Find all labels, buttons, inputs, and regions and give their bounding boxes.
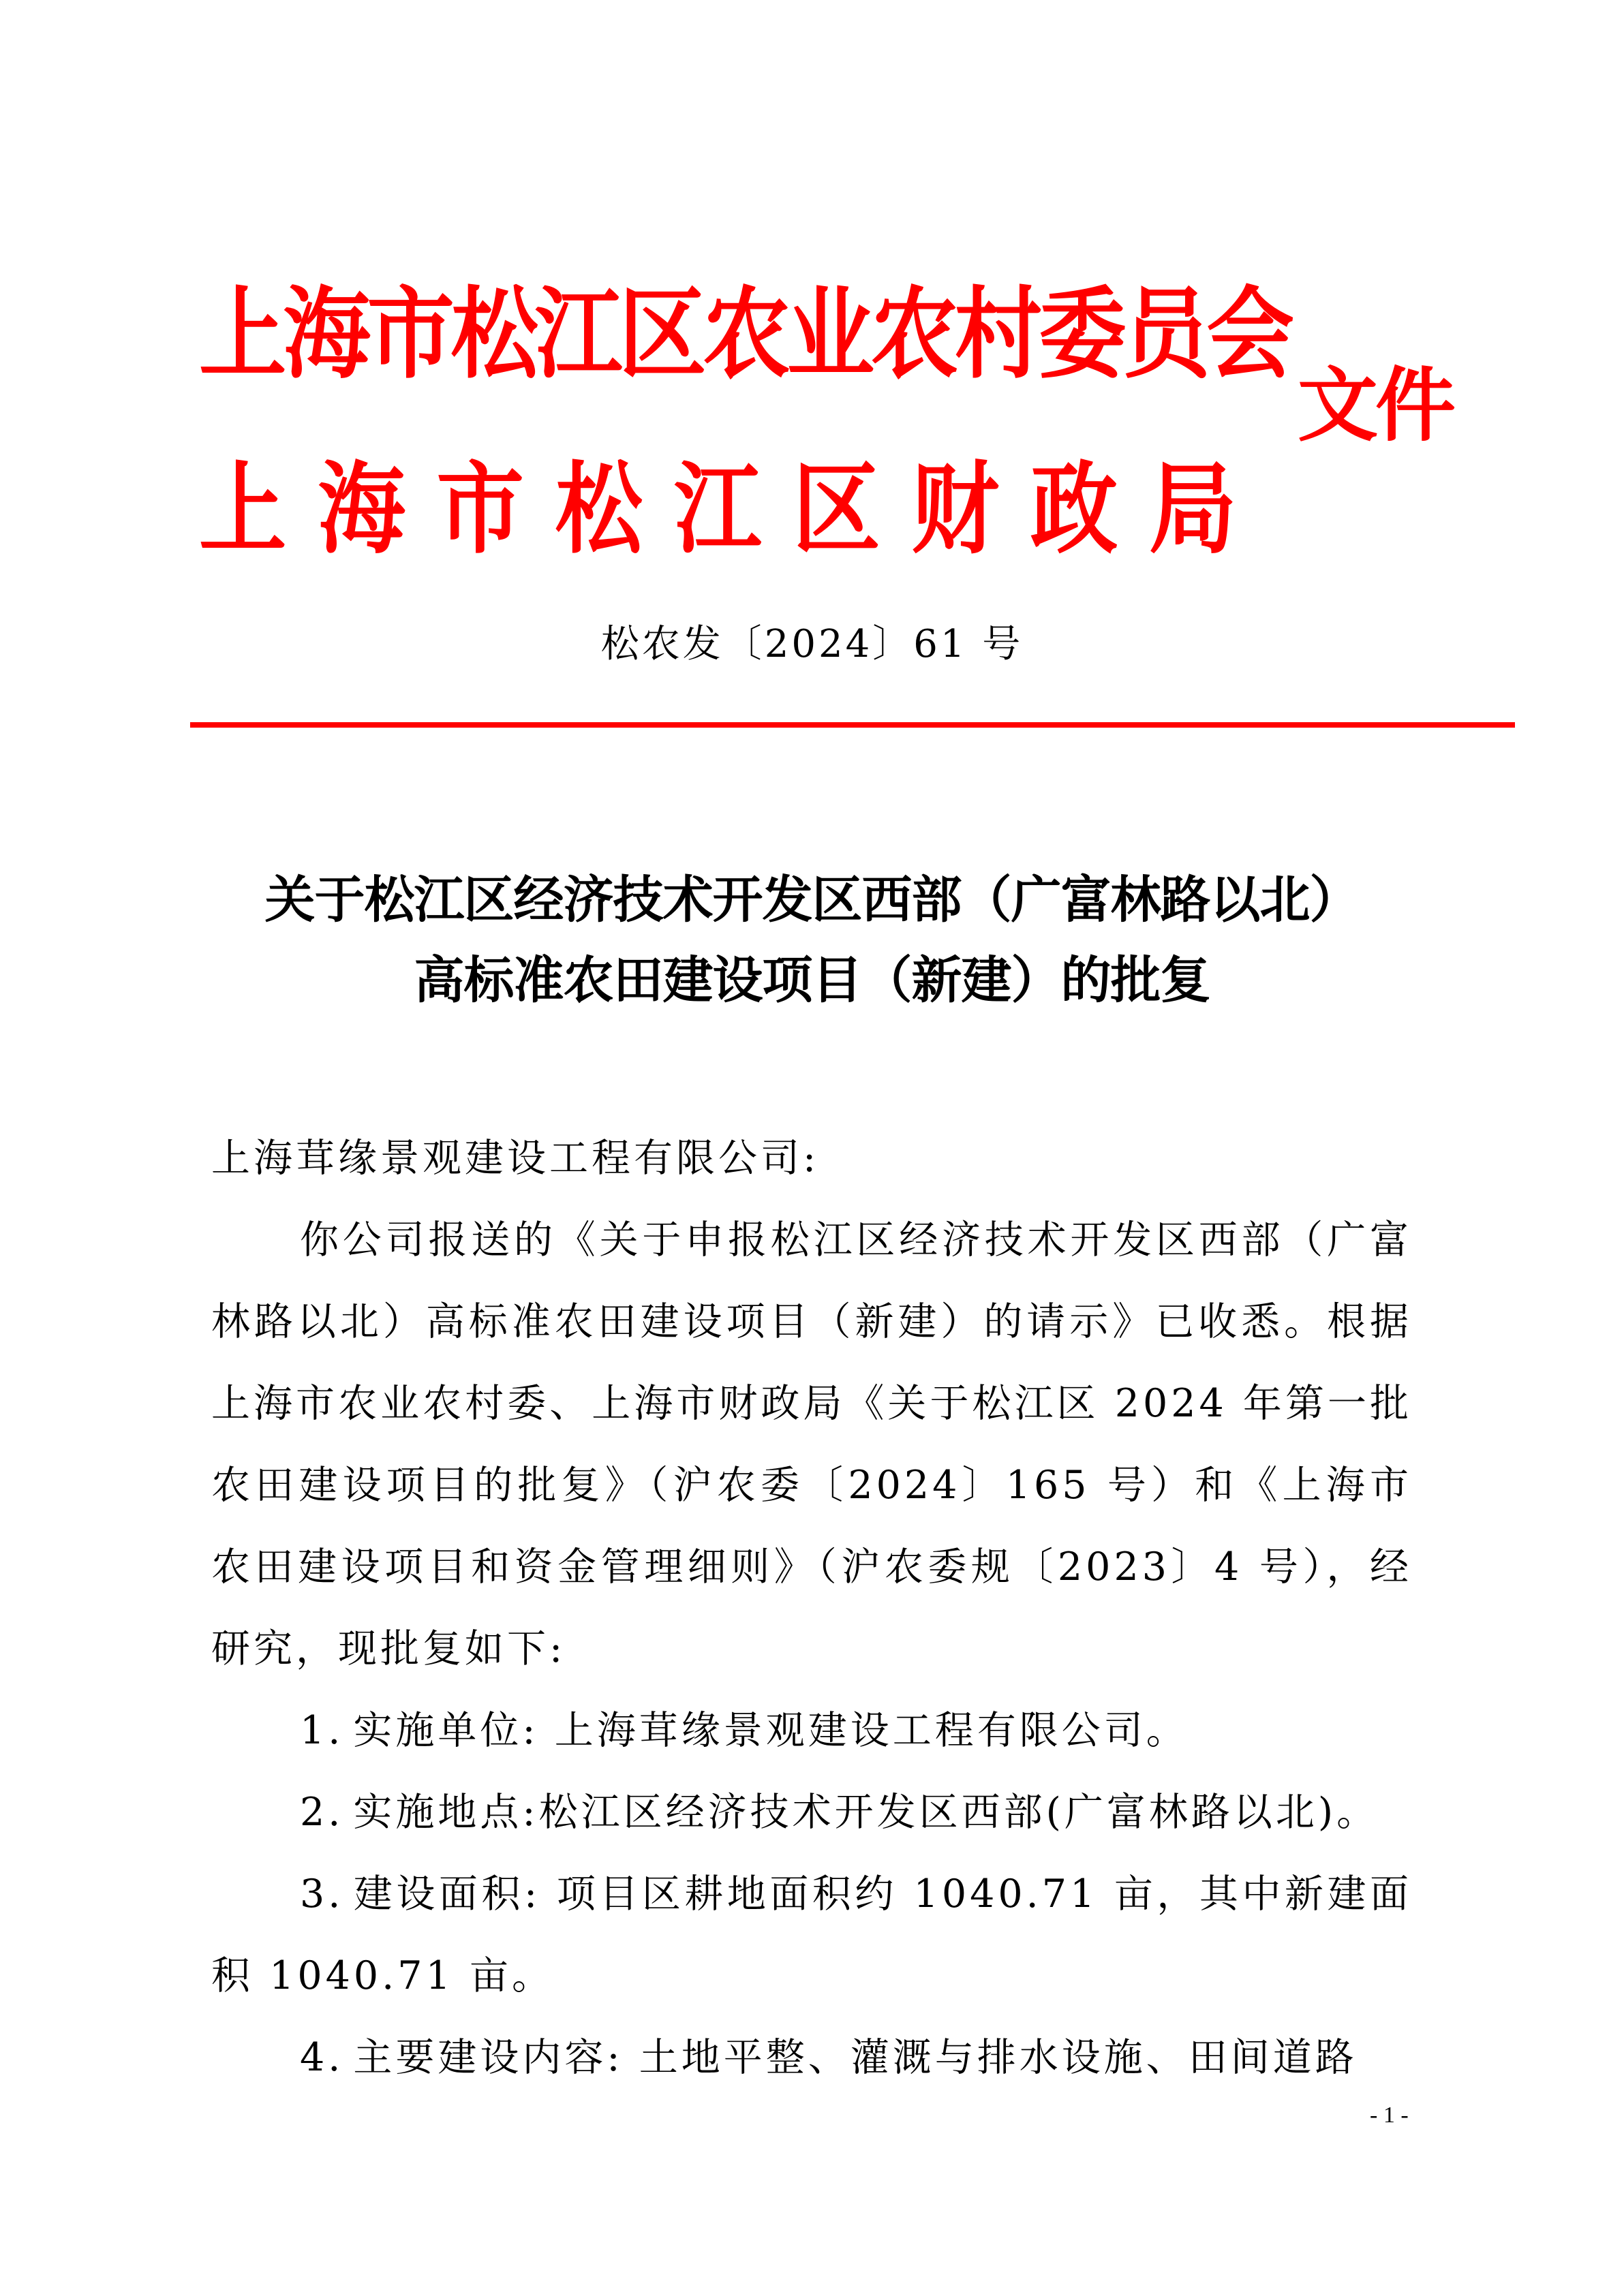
title-line-1: 关于松江区经济技术开发区西部（广富林路以北） <box>264 871 1360 929</box>
masthead-issuer-finance-bureau: 上海市松江区财政局 <box>199 451 1268 568</box>
list-label: 实施单位: <box>353 1708 539 1753</box>
list-number: 3. <box>300 1872 344 1917</box>
list-number: 4. <box>300 2035 344 2080</box>
list-label: 主要建设内容: <box>353 2035 624 2080</box>
addressee: 上海茸缘景观建设工程有限公司: <box>211 1136 820 1181</box>
page-number: - 1 - <box>1370 2103 1409 2128</box>
list-item-construction-area <box>211 1853 1412 2017</box>
list-label: 实施地点: <box>353 1790 539 1835</box>
list-text: 土地平整、灌溉与排水设施、田间道路 <box>639 2035 1358 2080</box>
list-item-main-construction-content <box>211 2017 1412 2098</box>
title-line-2: 高标准农田建设项目（新建）的批复 <box>414 951 1210 1010</box>
red-divider-line <box>190 722 1515 728</box>
list-text: 项目区耕地面积约 1040.71 亩，其中新建面积 1040.71 亩。 <box>211 1872 1412 1998</box>
list-item-implementing-unit <box>211 1690 1412 1771</box>
list-text: 松江区经济技术开发区西部(广富林路以北)。 <box>538 1790 1379 1835</box>
list-item-implementing-location <box>211 1771 1412 1853</box>
document-title <box>0 860 1624 1021</box>
masthead-issuer-agriculture-committee: 上海市松江区农业农村委员会 <box>199 276 1291 392</box>
document-body <box>211 1117 1412 2098</box>
list-number: 2. <box>300 1790 344 1835</box>
masthead-document-suffix: 文件 <box>1298 358 1454 452</box>
list-text: 上海茸缘景观建设工程有限公司。 <box>554 1708 1189 1753</box>
intro-paragraph: 你公司报送的《关于申报松江区经济技术开发区西部（广富林路以北）高标准农田建设项目（新建）的请示》已收悉。根据上海市农业农村委、上海市财政局《关于松江区 2024 年第一批农田建设项目的批复》（沪农委〔2024〕165 号）和《上海市农田建设项目和资金管理细则》（沪农委规〔2023〕4 号），经研究，现批复如下: <box>211 1217 1412 1671</box>
list-label: 建设面积: <box>353 1872 541 1917</box>
document-number: 松农发〔2024〕61 号 <box>600 622 1024 666</box>
list-number: 1. <box>300 1708 344 1753</box>
